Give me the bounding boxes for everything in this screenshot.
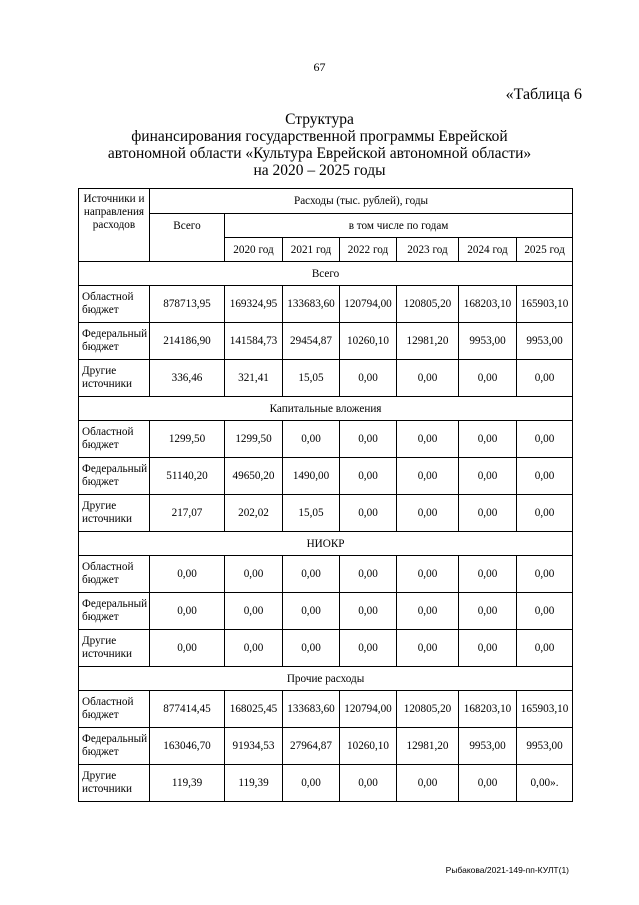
table-row	[79, 593, 573, 630]
year-value-cell: 0,00	[459, 556, 517, 593]
year-value-cell: 0,00	[283, 765, 340, 802]
year-value-cell: 0,00	[459, 765, 517, 802]
total-cell: 51140,20	[150, 458, 225, 495]
header-year: 2022 год	[340, 238, 397, 262]
header-year: 2021 год	[283, 238, 340, 262]
year-value-cell: 9953,00	[517, 728, 573, 765]
year-value-cell: 0,00».	[517, 765, 573, 802]
total-cell: 336,46	[150, 360, 225, 397]
table-row	[79, 286, 573, 323]
financing-table	[78, 188, 573, 802]
year-value-cell: 0,00	[459, 630, 517, 667]
section-title: Капитальные вложения	[79, 397, 573, 421]
section-row	[79, 667, 573, 691]
title-line: Структура	[285, 111, 354, 128]
year-value-cell: 168203,10	[459, 691, 517, 728]
year-value-cell: 0,00	[397, 421, 459, 458]
year-value-cell: 9953,00	[459, 728, 517, 765]
year-value-cell: 9953,00	[517, 323, 573, 360]
source-cell: Федеральный бюджет	[79, 728, 150, 765]
year-value-cell: 49650,20	[225, 458, 283, 495]
table-row	[79, 458, 573, 495]
header-year: 2020 год	[225, 238, 283, 262]
table-row	[79, 323, 573, 360]
year-value-cell: 0,00	[397, 765, 459, 802]
table-row	[79, 360, 573, 397]
table-row	[79, 691, 573, 728]
year-value-cell: 120794,00	[340, 286, 397, 323]
year-value-cell: 169324,95	[225, 286, 283, 323]
section-row	[79, 262, 573, 286]
year-value-cell: 168025,45	[225, 691, 283, 728]
source-cell: Другие источники	[79, 360, 150, 397]
year-value-cell: 321,41	[225, 360, 283, 397]
year-value-cell: 0,00	[517, 593, 573, 630]
year-value-cell: 0,00	[340, 630, 397, 667]
year-value-cell: 165903,10	[517, 691, 573, 728]
year-value-cell: 120805,20	[397, 286, 459, 323]
year-value-cell: 202,02	[225, 495, 283, 532]
year-value-cell: 0,00	[340, 421, 397, 458]
total-cell: 217,07	[150, 495, 225, 532]
title-line: автономной области «Культура Еврейской автономной области»	[107, 145, 532, 162]
table-label: «Таблица 6	[505, 86, 582, 103]
year-value-cell: 0,00	[397, 593, 459, 630]
year-value-cell: 0,00	[517, 421, 573, 458]
header-sources: Источники и направления расходов	[79, 189, 150, 262]
year-value-cell: 120805,20	[397, 691, 459, 728]
header-by-years: в том числе по годам	[225, 214, 573, 238]
header-total: Всего	[150, 214, 225, 262]
table-row	[79, 765, 573, 802]
year-value-cell: 0,00	[397, 458, 459, 495]
year-value-cell: 0,00	[283, 593, 340, 630]
year-value-cell: 0,00	[340, 765, 397, 802]
header-year: 2023 год	[397, 238, 459, 262]
year-value-cell: 0,00	[459, 593, 517, 630]
title-line: на 2020 – 2025 годы	[253, 162, 386, 179]
source-cell: Областной бюджет	[79, 421, 150, 458]
source-cell: Федеральный бюджет	[79, 323, 150, 360]
section-row	[79, 532, 573, 556]
total-cell: 214186,90	[150, 323, 225, 360]
total-cell: 0,00	[150, 556, 225, 593]
source-cell: Областной бюджет	[79, 556, 150, 593]
document-title	[0, 111, 639, 179]
section-row	[79, 397, 573, 421]
year-value-cell: 0,00	[283, 556, 340, 593]
section-title: НИОКР	[79, 532, 573, 556]
header-expenses: Расходы (тыс. рублей), годы	[150, 189, 573, 214]
title-line: финансирования государственной программы Еврейской	[131, 128, 508, 145]
year-value-cell: 120794,00	[340, 691, 397, 728]
year-value-cell: 1490,00	[283, 458, 340, 495]
year-value-cell: 91934,53	[225, 728, 283, 765]
source-cell: Федеральный бюджет	[79, 458, 150, 495]
table-row	[79, 495, 573, 532]
year-value-cell: 9953,00	[459, 323, 517, 360]
year-value-cell: 141584,73	[225, 323, 283, 360]
year-value-cell: 29454,87	[283, 323, 340, 360]
year-value-cell: 0,00	[340, 495, 397, 532]
year-value-cell: 0,00	[340, 458, 397, 495]
table-row	[79, 630, 573, 667]
source-cell: Областной бюджет	[79, 691, 150, 728]
year-value-cell: 168203,10	[459, 286, 517, 323]
header-year: 2024 год	[459, 238, 517, 262]
total-cell: 163046,70	[150, 728, 225, 765]
footer-code: Рыбакова/2021-149-пп-КУЛТ(1)	[445, 865, 569, 875]
year-value-cell: 0,00	[517, 495, 573, 532]
total-cell: 878713,95	[150, 286, 225, 323]
year-value-cell: 0,00	[517, 556, 573, 593]
year-value-cell: 0,00	[225, 630, 283, 667]
table-row	[79, 556, 573, 593]
year-value-cell: 0,00	[459, 458, 517, 495]
source-cell: Другие источники	[79, 765, 150, 802]
total-cell: 0,00	[150, 630, 225, 667]
year-value-cell: 1299,50	[225, 421, 283, 458]
table-row	[79, 728, 573, 765]
total-cell: 119,39	[150, 765, 225, 802]
year-value-cell: 119,39	[225, 765, 283, 802]
year-value-cell: 0,00	[459, 421, 517, 458]
total-cell: 1299,50	[150, 421, 225, 458]
source-cell: Федеральный бюджет	[79, 593, 150, 630]
year-value-cell: 0,00	[340, 556, 397, 593]
year-value-cell: 0,00	[225, 556, 283, 593]
section-title: Всего	[79, 262, 573, 286]
year-value-cell: 165903,10	[517, 286, 573, 323]
header-year: 2025 год	[517, 238, 573, 262]
year-value-cell: 0,00	[340, 593, 397, 630]
year-value-cell: 0,00	[283, 421, 340, 458]
table-row	[79, 421, 573, 458]
year-value-cell: 15,05	[283, 360, 340, 397]
year-value-cell: 0,00	[283, 630, 340, 667]
total-cell: 0,00	[150, 593, 225, 630]
year-value-cell: 0,00	[225, 593, 283, 630]
year-value-cell: 10260,10	[340, 323, 397, 360]
total-cell: 877414,45	[150, 691, 225, 728]
year-value-cell: 133683,60	[283, 691, 340, 728]
year-value-cell: 0,00	[459, 495, 517, 532]
year-value-cell: 27964,87	[283, 728, 340, 765]
year-value-cell: 0,00	[517, 630, 573, 667]
year-value-cell: 12981,20	[397, 323, 459, 360]
section-title: Прочие расходы	[79, 667, 573, 691]
year-value-cell: 12981,20	[397, 728, 459, 765]
year-value-cell: 0,00	[397, 630, 459, 667]
year-value-cell: 10260,10	[340, 728, 397, 765]
year-value-cell: 0,00	[459, 360, 517, 397]
year-value-cell: 133683,60	[283, 286, 340, 323]
year-value-cell: 0,00	[517, 458, 573, 495]
page-number: 67	[313, 60, 326, 74]
year-value-cell: 0,00	[517, 360, 573, 397]
year-value-cell: 0,00	[340, 360, 397, 397]
year-value-cell: 15,05	[283, 495, 340, 532]
year-value-cell: 0,00	[397, 556, 459, 593]
source-cell: Другие источники	[79, 630, 150, 667]
source-cell: Другие источники	[79, 495, 150, 532]
year-value-cell: 0,00	[397, 495, 459, 532]
year-value-cell: 0,00	[397, 360, 459, 397]
source-cell: Областной бюджет	[79, 286, 150, 323]
